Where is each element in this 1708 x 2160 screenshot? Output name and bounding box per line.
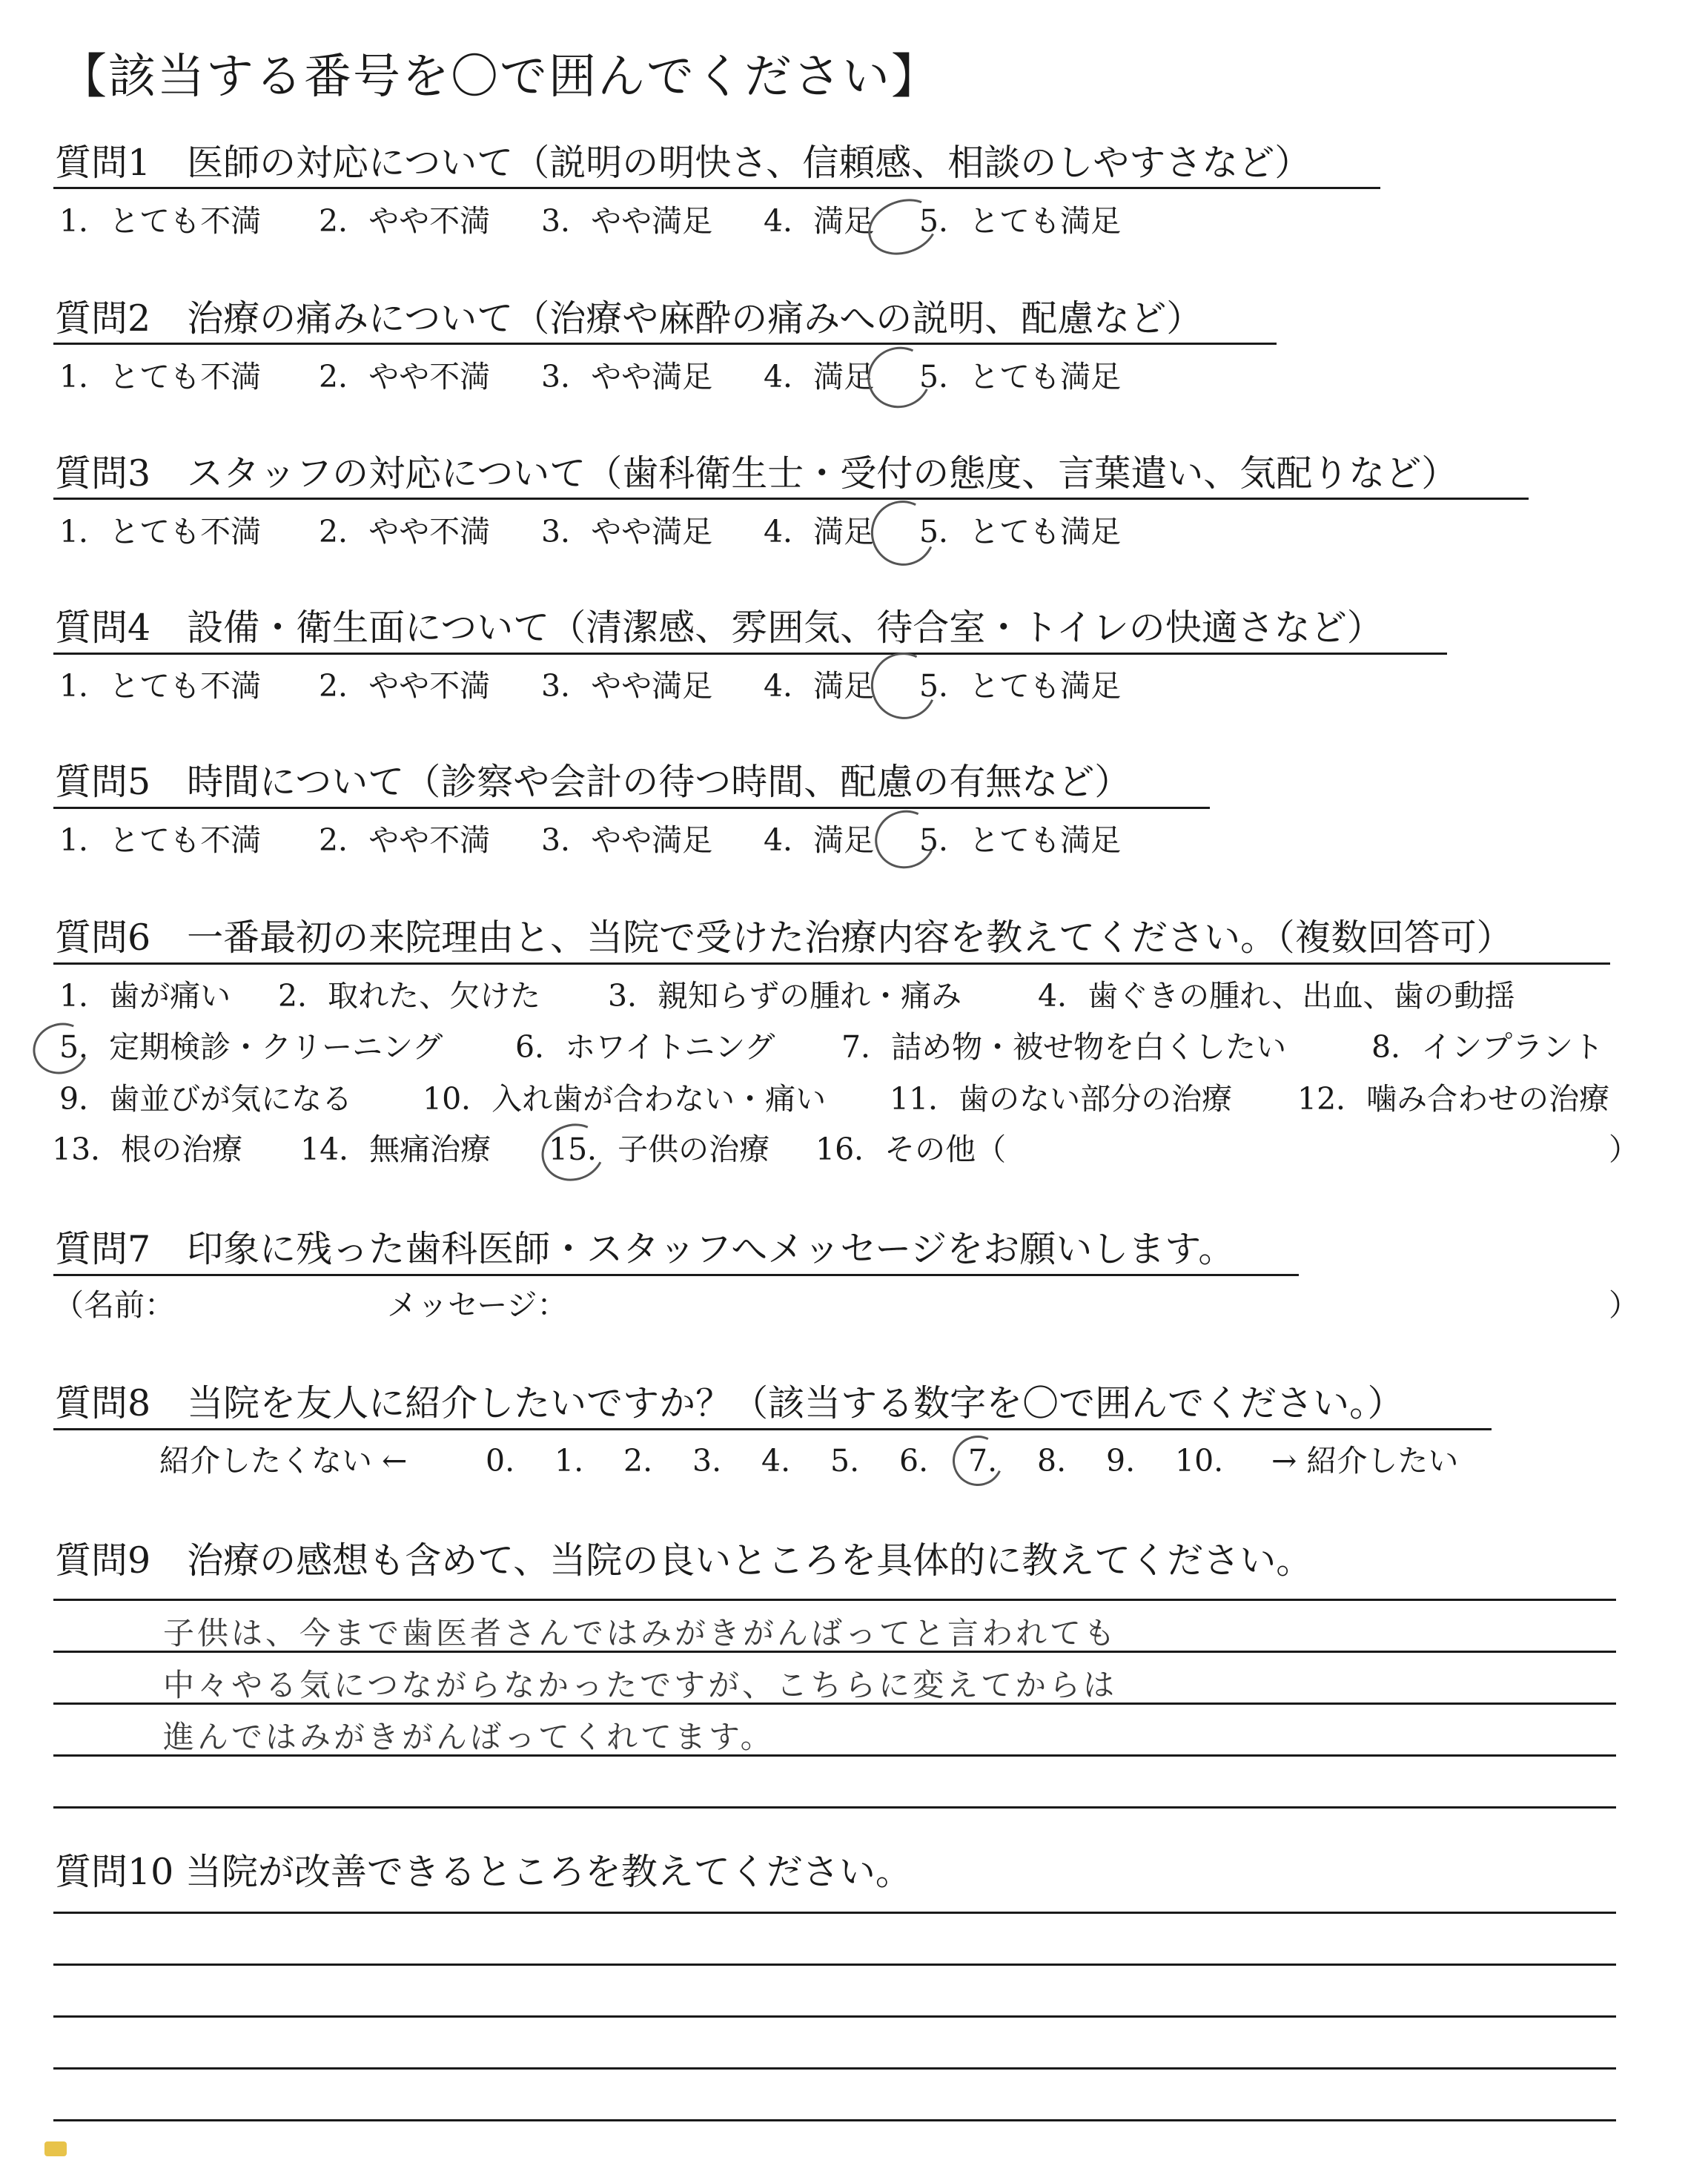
q8-selection-circle	[945, 1428, 1010, 1493]
q10-write-line-1	[53, 1912, 1616, 1914]
q9-answer-line-3: 進んではみがきがんばってくれてます。	[163, 1719, 775, 1755]
q1-option-5[interactable]: 5．とても満足	[919, 203, 1122, 239]
q8-title: 質問8 当院を友人に紹介したいですか？（該当する数字を〇で囲んでください。）	[55, 1382, 1404, 1424]
q6-option-8[interactable]: 8．インプラント	[1371, 1029, 1604, 1065]
q6-option-2[interactable]: 2．取れた、欠けた	[278, 978, 541, 1014]
q5-title: 質問5 時間について（診察や会計の待つ時間、配慮の有無など）	[55, 761, 1131, 803]
q6-selection-circle-5	[26, 1015, 96, 1082]
q2-selection-circle	[859, 338, 940, 417]
q7-name-label: （名前：	[53, 1287, 175, 1323]
q6-option-1[interactable]: 1．歯が痛い	[59, 978, 231, 1014]
q3-title: 質問3 スタッフの対応について（歯科衛生士・受付の態度、言葉遣い、気配りなど）	[55, 452, 1458, 495]
q2-option-4[interactable]: 4．満足	[764, 359, 875, 394]
q9-answer-line-2: 中々やる気につながらなかったですが、こちらに変えてからは	[163, 1667, 1118, 1703]
q6-underline	[53, 962, 1610, 965]
q6-title: 質問6 一番最初の来院理由と、当院で受けた治療内容を教えてください。（複数回答可）	[55, 916, 1513, 959]
q6-other-close-paren: ）	[1609, 1132, 1639, 1167]
q2-title: 質問2 治療の痛みについて（治療や麻酔の痛みへの説明、配慮など）	[55, 297, 1203, 340]
q6-option-5[interactable]: 5．定期検診・クリーニング	[59, 1029, 443, 1065]
q8-underline	[53, 1428, 1492, 1430]
q6-option-16[interactable]: 16．その他（	[815, 1132, 1007, 1167]
q3-option-4[interactable]: 4．満足	[764, 514, 875, 549]
q7-title: 質問7 印象に残った歯科医師・スタッフへメッセージをお願いします。	[55, 1228, 1235, 1270]
q6-option-10[interactable]: 10．入れ歯が合わない・痛い	[423, 1081, 827, 1117]
q7-message-label: メッセージ：	[387, 1287, 568, 1323]
q8-scale-0[interactable]: 0.	[486, 1443, 515, 1479]
q5-option-3[interactable]: 3．やや満足	[541, 822, 713, 858]
q2-option-1[interactable]: 1．とても不満	[59, 359, 262, 394]
q10-write-line-4	[53, 2067, 1616, 2070]
q3-underline	[53, 498, 1529, 500]
q9-write-line-1	[53, 1599, 1616, 1601]
q3-option-5[interactable]: 5．とても満足	[919, 514, 1122, 549]
q8-scale-3[interactable]: 3.	[692, 1443, 722, 1479]
q2-underline	[53, 343, 1277, 345]
q4-underline	[53, 653, 1447, 655]
q1-selection-circle	[861, 190, 946, 264]
q4-title: 質問4 設備・衛生面について（清潔感、雰囲気、待合室・トイレの快適さなど）	[55, 607, 1383, 649]
q6-option-6[interactable]: 6．ホワイトニング	[515, 1029, 775, 1065]
q1-option-2[interactable]: 2．やや不満	[319, 203, 491, 239]
q2-option-5[interactable]: 5．とても満足	[919, 359, 1122, 394]
page-corner-mark	[44, 2141, 67, 2156]
q3-option-2[interactable]: 2．やや不満	[319, 514, 491, 549]
q6-option-3[interactable]: 3．親知らずの腫れ・痛み	[608, 978, 962, 1014]
q5-underline	[53, 807, 1210, 809]
q5-option-1[interactable]: 1．とても不満	[59, 822, 262, 858]
q1-option-1[interactable]: 1．とても不満	[59, 203, 262, 239]
q1-title: 質問1 医師の対応について（説明の明快さ、信頼感、相談のしやすさなど）	[55, 142, 1311, 184]
q8-right-label: → 紹介したい	[1271, 1443, 1459, 1479]
q8-scale-4[interactable]: 4.	[761, 1443, 791, 1479]
q10-write-line-5	[53, 2119, 1616, 2121]
q1-option-3[interactable]: 3．やや満足	[541, 203, 713, 239]
q8-scale-6[interactable]: 6.	[899, 1443, 929, 1479]
q7-close-paren: ）	[1609, 1287, 1639, 1323]
q8-scale-9[interactable]: 9.	[1106, 1443, 1136, 1479]
q7-underline	[53, 1274, 1299, 1276]
q9-answer-line-1: 子供は、今まで歯医者さんではみがきがんばってと言われても	[163, 1615, 1119, 1651]
q8-scale-10[interactable]: 10.	[1175, 1443, 1224, 1479]
q4-option-5[interactable]: 5．とても満足	[919, 668, 1122, 704]
q2-option-3[interactable]: 3．やや満足	[541, 359, 713, 394]
q10-write-line-2	[53, 1964, 1616, 1966]
q10-title: 質問10 当院が改善できるところを教えてください。	[55, 1851, 912, 1893]
q5-option-4[interactable]: 4．満足	[764, 822, 875, 858]
q8-scale-8[interactable]: 8.	[1037, 1443, 1067, 1479]
q4-selection-circle	[861, 644, 945, 729]
q5-selection-circle	[867, 802, 944, 876]
q8-left-label: 紹介したくない ←	[159, 1443, 408, 1479]
q8-scale-2[interactable]: 2.	[623, 1443, 653, 1479]
q8-scale-7[interactable]: 7.	[968, 1443, 998, 1479]
q5-option-2[interactable]: 2．やや不満	[319, 822, 491, 858]
q6-option-11[interactable]: 11．歯のない部分の治療	[890, 1081, 1233, 1117]
q6-option-7[interactable]: 7．詰め物・被せ物を白くしたい	[841, 1029, 1287, 1065]
q9-title: 質問9 治療の感想も含めて、当院の良いところを具体的に教えてください。	[55, 1539, 1313, 1582]
q8-scale-5[interactable]: 5.	[830, 1443, 860, 1479]
q6-option-12[interactable]: 12．噛み合わせの治療	[1297, 1081, 1610, 1117]
q6-option-14[interactable]: 14．無痛治療	[300, 1132, 491, 1167]
q6-selection-circle-15	[534, 1115, 613, 1190]
q9-write-line-5	[53, 1806, 1616, 1809]
q4-option-2[interactable]: 2．やや不満	[319, 668, 491, 704]
q3-selection-circle	[862, 492, 944, 575]
q10-write-line-3	[53, 2015, 1616, 2018]
q3-option-3[interactable]: 3．やや満足	[541, 514, 713, 549]
q2-option-2[interactable]: 2．やや不満	[319, 359, 491, 394]
q4-option-3[interactable]: 3．やや満足	[541, 668, 713, 704]
q1-underline	[53, 187, 1380, 189]
q6-option-15[interactable]: 15．子供の治療	[549, 1132, 770, 1167]
q1-option-4[interactable]: 4．満足	[764, 203, 875, 239]
q3-option-1[interactable]: 1．とても不満	[59, 514, 262, 549]
q5-option-5[interactable]: 5．とても満足	[919, 822, 1122, 858]
q6-option-9[interactable]: 9．歯並びが気になる	[59, 1081, 353, 1117]
q6-option-4[interactable]: 4．歯ぐきの腫れ、出血、歯の動揺	[1038, 978, 1515, 1014]
q8-scale-1[interactable]: 1.	[555, 1443, 584, 1479]
q6-option-13[interactable]: 13．根の治療	[52, 1132, 243, 1167]
q4-option-4[interactable]: 4．満足	[764, 668, 875, 704]
q4-option-1[interactable]: 1．とても不満	[59, 668, 262, 704]
instruction-heading: 【該当する番号を〇で囲んでください】	[59, 50, 940, 105]
